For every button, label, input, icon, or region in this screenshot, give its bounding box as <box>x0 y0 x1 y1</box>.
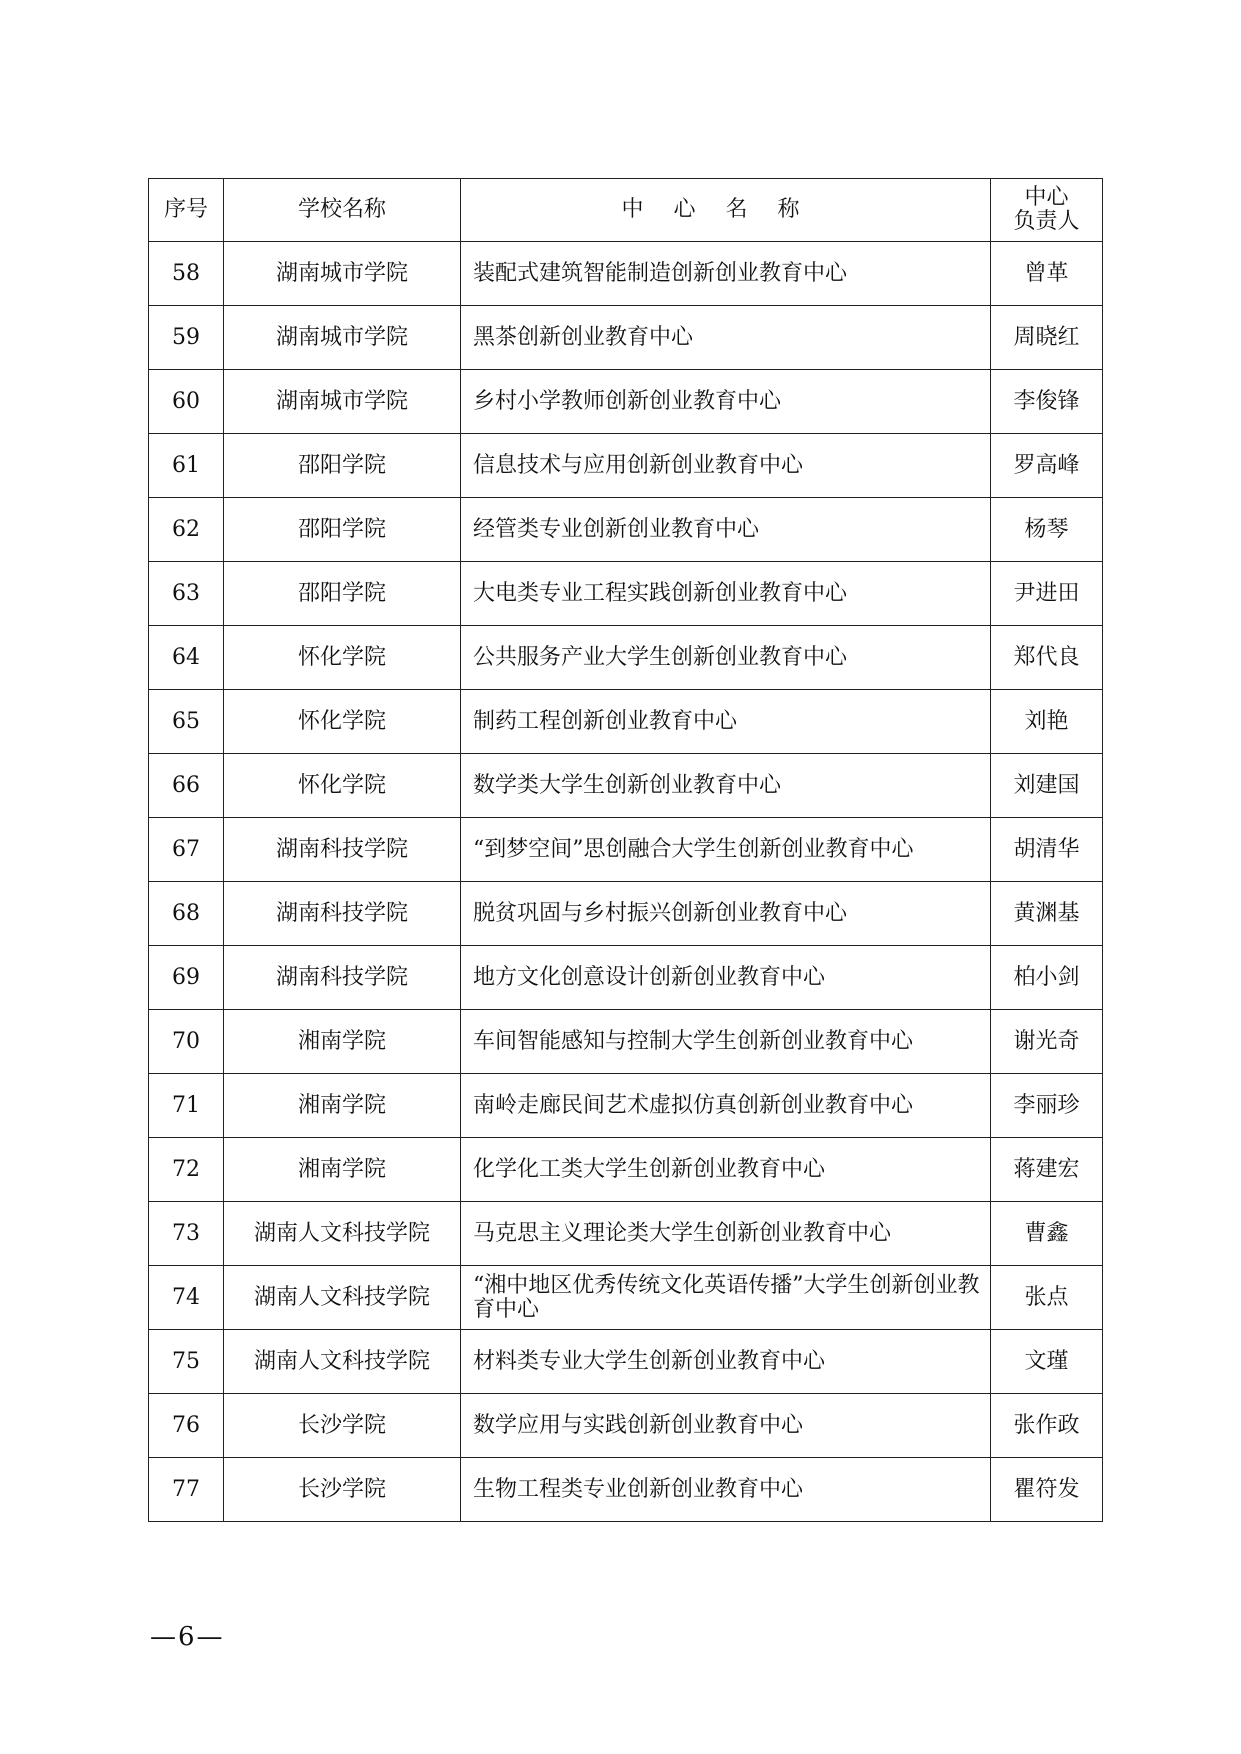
cell-leader: 刘艳 <box>991 690 1103 754</box>
cell-num: 58 <box>149 242 224 306</box>
cell-school: 湘南学院 <box>224 1074 461 1138</box>
cell-num: 65 <box>149 690 224 754</box>
cell-center: 南岭走廊民间艺术虚拟仿真创新创业教育中心 <box>461 1074 991 1138</box>
cell-center: 地方文化创意设计创新创业教育中心 <box>461 946 991 1010</box>
header-center-label: 中心名称 <box>621 197 830 222</box>
table-row <box>149 754 1103 818</box>
header-leader-line1: 中心 <box>1024 185 1069 210</box>
cell-num: 72 <box>149 1138 224 1202</box>
cell-center: 黑茶创新创业教育中心 <box>461 306 991 370</box>
cell-school: 湖南城市学院 <box>224 242 461 306</box>
cell-num: 63 <box>149 562 224 626</box>
table-body <box>149 242 1103 1522</box>
cell-num: 60 <box>149 370 224 434</box>
table-row <box>149 1394 1103 1458</box>
cell-center: 脱贫巩固与乡村振兴创新创业教育中心 <box>461 882 991 946</box>
table-row <box>149 1458 1103 1522</box>
cell-num: 62 <box>149 498 224 562</box>
cell-leader: 柏小剑 <box>991 946 1103 1010</box>
cell-center: “湘中地区优秀传统文化英语传播”大学生创新创业教育中心 <box>461 1266 991 1330</box>
table-row <box>149 882 1103 946</box>
cell-leader: 文瑾 <box>991 1330 1103 1394</box>
cell-leader: 尹进田 <box>991 562 1103 626</box>
cell-leader: 曹鑫 <box>991 1202 1103 1266</box>
table-row <box>149 690 1103 754</box>
cell-center: 数学类大学生创新创业教育中心 <box>461 754 991 818</box>
cell-leader: 李俊锋 <box>991 370 1103 434</box>
cell-leader: 黄渊基 <box>991 882 1103 946</box>
table-row <box>149 306 1103 370</box>
table-row <box>149 626 1103 690</box>
cell-leader: 张作政 <box>991 1394 1103 1458</box>
cell-center: 生物工程类专业创新创业教育中心 <box>461 1458 991 1522</box>
cell-center: “到梦空间”思创融合大学生创新创业教育中心 <box>461 818 991 882</box>
cell-center: 乡村小学教师创新创业教育中心 <box>461 370 991 434</box>
cell-leader: 周晓红 <box>991 306 1103 370</box>
cell-center: 马克思主义理论类大学生创新创业教育中心 <box>461 1202 991 1266</box>
cell-num: 74 <box>149 1266 224 1330</box>
header-school: 学校名称 <box>224 179 461 242</box>
cell-num: 64 <box>149 626 224 690</box>
cell-leader: 胡清华 <box>991 818 1103 882</box>
cell-center: 装配式建筑智能制造创新创业教育中心 <box>461 242 991 306</box>
cell-leader: 刘建国 <box>991 754 1103 818</box>
cell-num: 68 <box>149 882 224 946</box>
cell-center: 制药工程创新创业教育中心 <box>461 690 991 754</box>
table-row <box>149 498 1103 562</box>
header-num: 序号 <box>149 179 224 242</box>
cell-num: 73 <box>149 1202 224 1266</box>
table-row <box>149 1074 1103 1138</box>
cell-school: 湘南学院 <box>224 1138 461 1202</box>
header-leader <box>991 179 1103 242</box>
cell-school: 湖南城市学院 <box>224 370 461 434</box>
cell-school: 长沙学院 <box>224 1394 461 1458</box>
cell-school: 邵阳学院 <box>224 498 461 562</box>
cell-num: 77 <box>149 1458 224 1522</box>
cell-center: 大电类专业工程实践创新创业教育中心 <box>461 562 991 626</box>
cell-center: 数学应用与实践创新创业教育中心 <box>461 1394 991 1458</box>
cell-leader: 李丽珍 <box>991 1074 1103 1138</box>
cell-center: 信息技术与应用创新创业教育中心 <box>461 434 991 498</box>
cell-leader: 张点 <box>991 1266 1103 1330</box>
table-row <box>149 242 1103 306</box>
cell-center: 车间智能感知与控制大学生创新创业教育中心 <box>461 1010 991 1074</box>
table-row <box>149 434 1103 498</box>
cell-center: 公共服务产业大学生创新创业教育中心 <box>461 626 991 690</box>
page-number: —6— <box>150 1622 225 1652</box>
cell-leader: 罗高峰 <box>991 434 1103 498</box>
cell-school: 湖南人文科技学院 <box>224 1266 461 1330</box>
table-row <box>149 818 1103 882</box>
cell-school: 湘南学院 <box>224 1010 461 1074</box>
cell-num: 71 <box>149 1074 224 1138</box>
cell-leader: 曾革 <box>991 242 1103 306</box>
table-row <box>149 562 1103 626</box>
cell-center: 经管类专业创新创业教育中心 <box>461 498 991 562</box>
cell-center: 材料类专业大学生创新创业教育中心 <box>461 1330 991 1394</box>
table-row <box>149 1330 1103 1394</box>
cell-num: 76 <box>149 1394 224 1458</box>
table-row <box>149 1266 1103 1330</box>
cell-num: 75 <box>149 1330 224 1394</box>
table-row <box>149 946 1103 1010</box>
cell-num: 69 <box>149 946 224 1010</box>
cell-school: 怀化学院 <box>224 754 461 818</box>
header-center <box>461 179 991 242</box>
table-row <box>149 1138 1103 1202</box>
table-row <box>149 1010 1103 1074</box>
cell-leader: 蒋建宏 <box>991 1138 1103 1202</box>
cell-school: 怀化学院 <box>224 626 461 690</box>
cell-school: 长沙学院 <box>224 1458 461 1522</box>
cell-num: 67 <box>149 818 224 882</box>
cell-school: 湖南科技学院 <box>224 882 461 946</box>
cell-school: 邵阳学院 <box>224 434 461 498</box>
table-header <box>149 179 1103 242</box>
cell-school: 湖南城市学院 <box>224 306 461 370</box>
cell-center: 化学化工类大学生创新创业教育中心 <box>461 1138 991 1202</box>
cell-num: 70 <box>149 1010 224 1074</box>
cell-num: 59 <box>149 306 224 370</box>
cell-leader: 杨琴 <box>991 498 1103 562</box>
cell-num: 66 <box>149 754 224 818</box>
cell-school: 湖南人文科技学院 <box>224 1202 461 1266</box>
cell-leader: 瞿符发 <box>991 1458 1103 1522</box>
table-row <box>149 370 1103 434</box>
centers-table <box>148 178 1103 1522</box>
cell-school: 湖南科技学院 <box>224 946 461 1010</box>
cell-school: 怀化学院 <box>224 690 461 754</box>
cell-school: 邵阳学院 <box>224 562 461 626</box>
table-row <box>149 1202 1103 1266</box>
header-leader-line2: 负责人 <box>1013 209 1080 234</box>
cell-leader: 谢光奇 <box>991 1010 1103 1074</box>
cell-school: 湖南人文科技学院 <box>224 1330 461 1394</box>
cell-school: 湖南科技学院 <box>224 818 461 882</box>
cell-num: 61 <box>149 434 224 498</box>
cell-leader: 郑代良 <box>991 626 1103 690</box>
header-row <box>149 179 1103 242</box>
